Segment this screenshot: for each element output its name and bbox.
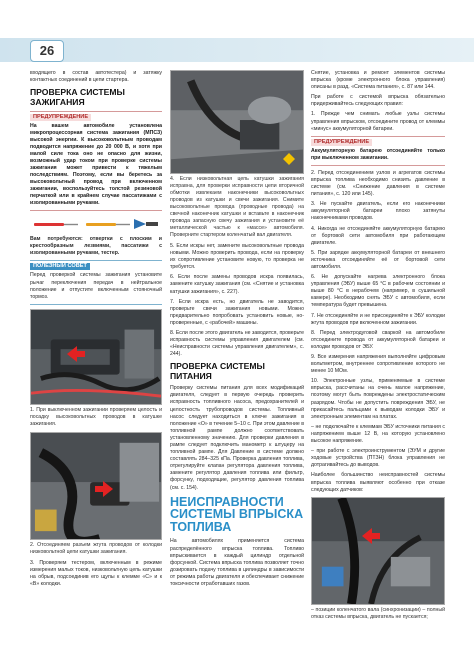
sensors-intro: Наиболее большинство неисправностей системы впрыска топлива выявляют особенно при отказе следующих датчиков: bbox=[311, 472, 445, 493]
section-title-fuel: ПРОВЕРКА СИСТЕМЫ ПИТАНИЯ bbox=[170, 361, 265, 381]
caption-1: 1. При выключенном зажигании проверяем целость и посадку высоковольтных проводов в катушке зажигания. bbox=[30, 406, 162, 427]
lightning-icon bbox=[283, 153, 295, 165]
tip-label: ПОЛЕЗНЫЙ СОВЕТ bbox=[30, 263, 90, 270]
rule-4: 4. Никогда не отсоединяйте аккумуляторную батарею от бортовой сети автомобиля при работающем двигателе. bbox=[311, 225, 445, 246]
warning-text: На вашем автомобиле установлена микропроцессорная система зажигания (МПСЗ) высокой энергии. К высоковольтным проводам подводится напряжение до 20 000 В, и хотя при малой силе тока оно не опасно для жизни, возможный удар током при проверке системы зажигания может привести к тяжелым последствиям. Поэтому, если вы беретесь за высоковольтный провод при включенном зажигании, воспользуйтесь толстой резиновой перчаткой или в крайнем случае пассатижами с изолированными ручками. bbox=[30, 123, 162, 207]
page-number: 26 bbox=[30, 40, 64, 62]
caption-2: 2. Отсоединяем разъем жгута проводов от колодки низковольтной цепи катушки зажигания. bbox=[30, 541, 162, 555]
rule-2: 2. Перед отсоединением узлов и агрегатов системы впрыска топлива необходимо снизить давление в системе (см. «Снижение давления в системе питания», с. 120 или 145). bbox=[311, 169, 445, 198]
step-6-text: 6. Если после замены проводов искра появилась, замените катушку зажигания (см. «Снятие и установка катушки зажигания», с. 227). bbox=[170, 274, 304, 295]
intro-text-col3: Снятие, установка и ремонт элементов системы впрыска (кроме электронного блока управления) описаны в разд. «Система питания», с. 87 или 144. bbox=[311, 70, 445, 91]
bullet-1: – не подключайте к клеммам ЭБУ источники питания с напряжением выше 12 В, на которую установлено высокое напряжение. bbox=[311, 423, 445, 445]
rules-intro: При работе с системой впрыска обязательно придерживайтесь следующих правил: bbox=[311, 94, 445, 108]
step-8-text: 8. Если после этого двигатель не заводится, проверьте исправность системы управления двигателем (см. «Неисправности системы управления двигателем», с. 244). bbox=[170, 330, 304, 358]
column-1 bbox=[30, 70, 162, 591]
caption-4: 4. Если низковольтная цепь катушки зажигания исправна, для проверки исправности цепи вторичной обмотки извлекаем наконечники высоковольтных проводов из катушки и свечи зажигания. Снимите высоковольтные провода (проводные провода) на свечной наконечник катушки и вставьте в наконечник провода запасную свечу зажигания и установите её металлической частью к «массе» автомобиля. Проверните стартером коленчатый вал двигателя. bbox=[170, 176, 304, 238]
photo-sensor bbox=[311, 497, 445, 605]
photo-ignition-coil bbox=[30, 309, 162, 405]
rule-1: 1. Прежде чем снимать любые узлы системы управления впрыском, отсоедините провод от клеммы «минус» аккумуляторной батареи. bbox=[311, 111, 445, 132]
warning-label: ПРЕДУПРЕЖДЕНИЕ bbox=[30, 114, 91, 121]
arrow-3-icon bbox=[362, 528, 380, 544]
arrow-1-icon bbox=[67, 346, 85, 362]
step-7-text: 7. Если искра есть, но двигатель не заводится, проверьте свечи зажигания новыми. Можно предварительно попробовать установить новые, но-проверенные, с «рабочей» машины. bbox=[170, 298, 304, 326]
warning-box bbox=[30, 111, 162, 211]
warning-text-col3: Аккумуляторную батарею отсоединяйте только при выключенном зажигании. bbox=[311, 147, 445, 161]
rule-10: 10. Электронные узлы, применяемые в системе впрыска, рассчитаны на очень малое напряжение, поэтому могут быть повреждены электростатическим разрядом. Чтобы не допустить повреждения ЭБУ, не прикасайтесь пальцами к выводам колодки ЭБУ и электронным элементам на платах. bbox=[311, 378, 445, 420]
column-2 bbox=[170, 70, 304, 591]
warning-box-col3 bbox=[311, 136, 445, 166]
intro-text: входящего в состав автотестера) и затяжку контактных соединений в цепи стартера. bbox=[30, 70, 162, 84]
column-3 bbox=[311, 70, 445, 625]
warning-label-col3: ПРЕДУПРЕЖДЕНИЕ bbox=[311, 139, 372, 146]
rule-5: 5. При зарядке аккумуляторной батареи от внешнего источника отсоединяйте её от бортовой сети автомобиля. bbox=[311, 249, 445, 270]
photo-spark-test bbox=[170, 70, 304, 174]
rule-3: 3. Не пускайте двигатель, если его наконечники аккумуляторной батареи плохо затянуты наконечниками проводов. bbox=[311, 201, 445, 222]
arrow-2-icon bbox=[95, 481, 113, 497]
tools-text: Вам потребуются: отвертки с плоским и крестообразным лезвиями, пассатижи с изолированными ручками, тестер. bbox=[30, 236, 162, 257]
section-title-ignition: ПРОВЕРКА СИСТЕМЫ ЗАЖИГАНИЯ bbox=[30, 87, 125, 107]
tip-text: Перед проверкой системы зажигания установите рычаг переключения передач в нейтральное положение и отпустите включенным стояночный тормоз. bbox=[30, 272, 162, 300]
rule-6: 6. Не допускайте нагрева электронного блока управления (ЭБУ) выше 65 °С в рабочем состоянии и выше 80 °С в нерабочем (например, в сушильной камере). Необходимо снять ЭБУ с автомобиля, если температура будет превышена. bbox=[311, 274, 445, 309]
step-5-text: 5. Если искры нет, замените высоковольтные провода новыми. Можно проверить провода, если на проверку их сопротивление установите новую, то проверка не требуется. bbox=[170, 243, 304, 271]
section-title-injection: НЕИСПРАВНОСТИ СИСТЕМЫ ВПРЫСКА ТОПЛИВА bbox=[170, 494, 304, 534]
step-3-text: 3. Проверяем тестером, включенным в режиме измерения малых токов, низковольтную цепь катушки на обрыв, подсоединив его щупы к клемме «С» и к «В» колодки. bbox=[30, 559, 162, 588]
bullet-2: – при работе с электроинструментом (ЭУМ и другие ходовые устройства (ПТЗН) блока управления не дотрагивайтесь до выводов. bbox=[311, 448, 445, 469]
section-injection-text: На автомобилях применяется система распределённого впрыска топлива. Топливо впрыскивается в каждый цилиндр отдельной форсункой. Система впрыска топлива позволяет точно дозировать подачу топлива в цилиндры в зависимости от режима работы двигателя и обеспечивает снижение токсичности отработавших газов. bbox=[170, 538, 304, 587]
photo-connector bbox=[30, 432, 162, 540]
header-bar bbox=[0, 38, 474, 62]
tip-box bbox=[30, 260, 162, 304]
tools-illustration bbox=[30, 215, 162, 233]
section-fuel-text: Проверку системы питания для всех модификаций двигателя, следует в первую очередь проверить исправность топливного насоса, предохранителей и целостность трубопроводов системы. Топливный насос следует находиться в ключе зажигания в положение «О» в течение 5–10 с. При этом давление в топливной рампе должно соответствовать установленному значению. Для проверки давления в рампе следует подключить манометр к штуцеру на топливной рампе. Для Давление в системе должно составлять 284–325 кПа. Проверка давления топлива, отрегулируйте клапан регулятора давления топлива, замените регулятор давления топлива или фильтр, форсунку, подходящие, регулятор давления топлива (см. с. 154). bbox=[170, 385, 304, 491]
rule-7: 7. Не отсоединяйте и не присоединяйте к ЭБУ колодки жгута проводов при включенном зажигании. bbox=[311, 312, 445, 326]
caption-sensor: – позиции коленчатого вала (синхронизации) – полный отказ системы впрыска, двигатель не пускается; bbox=[311, 606, 445, 620]
rule-9: 9. Все измерения напряжения выполняйте цифровым вольтметром, внутреннее сопротивление которого не менее 10 МОм. bbox=[311, 354, 445, 375]
rule-8: 8. Перед электродуговой сваркой на автомобиле отсоедините провода от аккумуляторной батареи и колодки проводов от ЭБУ. bbox=[311, 329, 445, 350]
